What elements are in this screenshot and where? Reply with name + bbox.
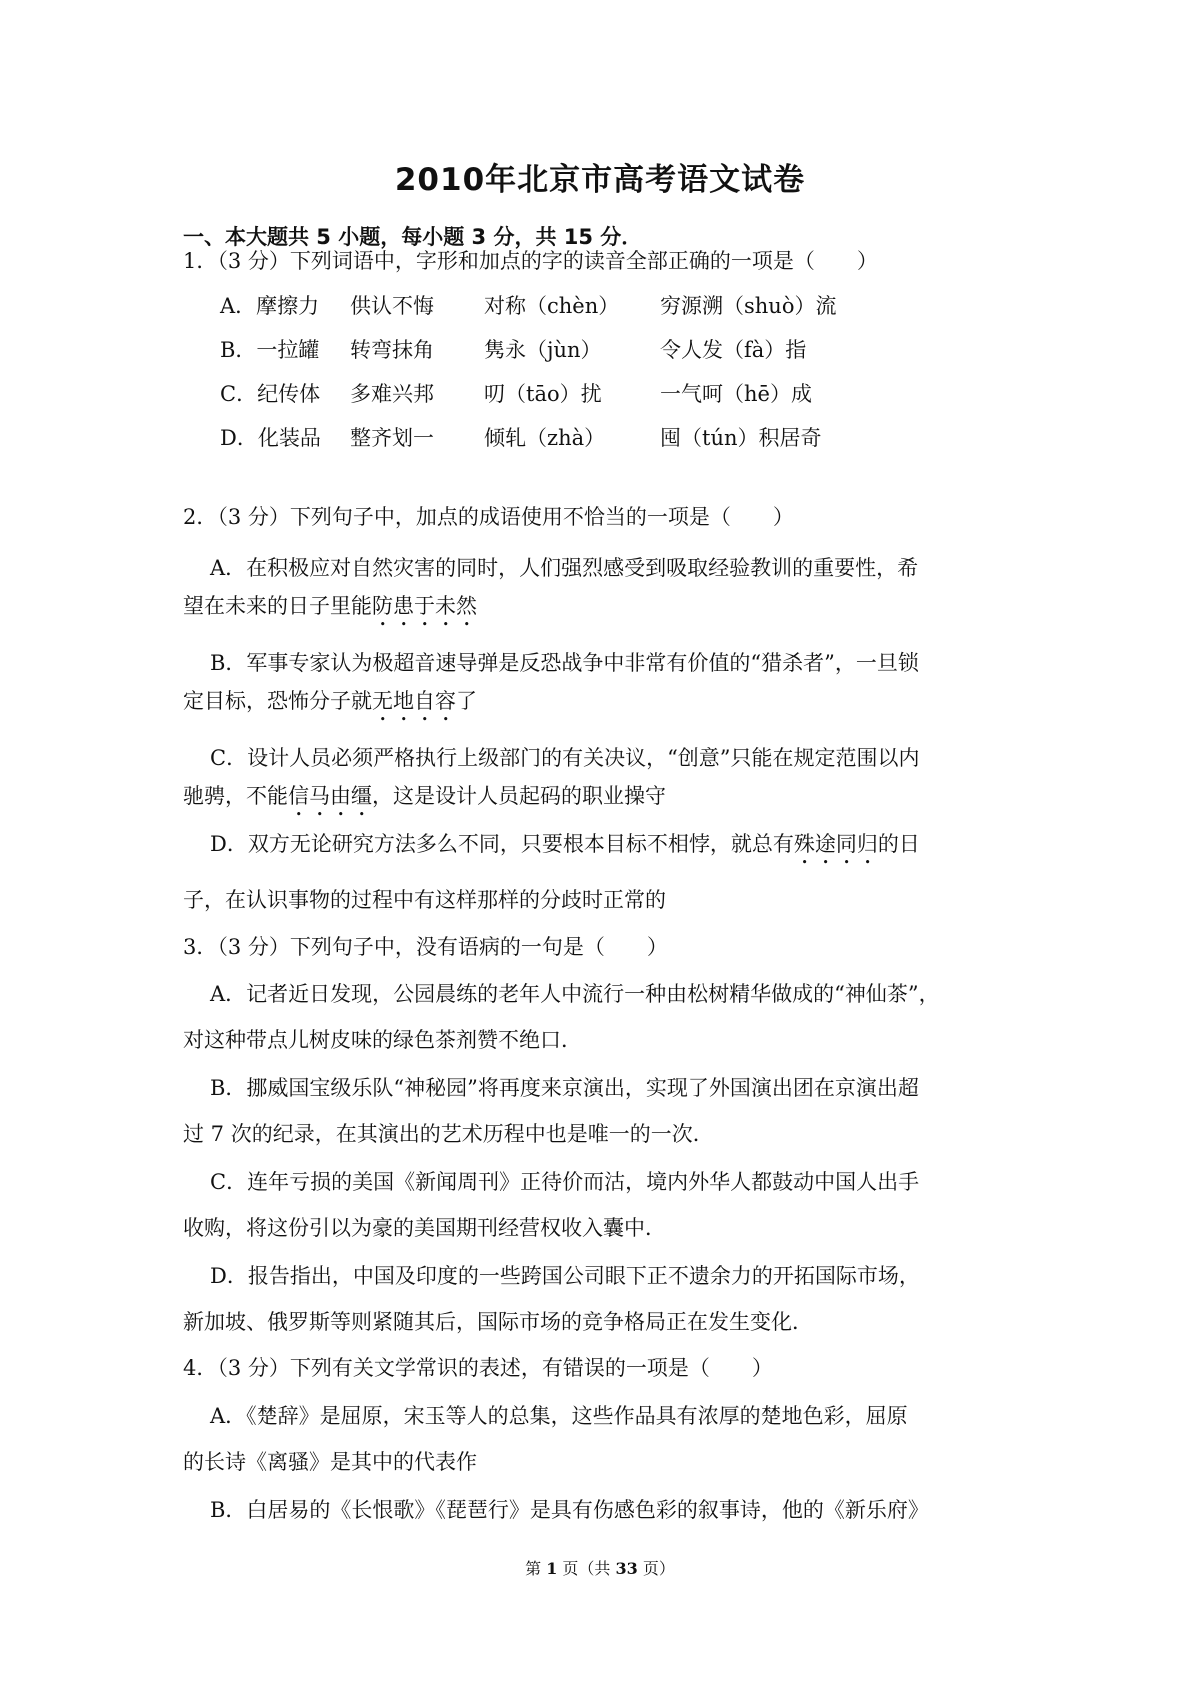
question-4-stem: 4．（3 分）下列有关文学常识的表述，有错误的一项是（ ） bbox=[183, 1356, 773, 1380]
option-d-word-1: D．化装品 bbox=[220, 426, 321, 450]
question-4-option-a-line-1: A．《楚辞》是屈原，宋玉等人的总集，这些作品具有浓厚的楚地色彩，屈原 bbox=[210, 1404, 908, 1428]
option-c-word-4: 一气呵（hē）成 bbox=[660, 382, 812, 406]
option-a-word-3: 对称（chèn） bbox=[484, 294, 620, 318]
question-3-stem: 3．（3 分）下列句子中，没有语病的一句是（ ） bbox=[183, 935, 668, 959]
question-3-option-d-line-1: D．报告指出，中国及印度的一些跨国公司眼下正不遗余力的开拓国际市场， bbox=[210, 1264, 920, 1288]
page-footer: 第 1 页（共 33 页） bbox=[525, 1559, 675, 1578]
current-page-number: 1 bbox=[546, 1559, 558, 1578]
option-b-word-3: 隽永（jùn） bbox=[484, 338, 602, 362]
option-c-word-2: 多难兴邦 bbox=[350, 382, 434, 406]
question-2-option-c-line-2: 驰骋，不能信马由缰，这是设计人员起码的职业操守 bbox=[183, 784, 666, 808]
question-2-option-b-line-2: 定目标，恐怖分子就无地自容了 bbox=[183, 689, 477, 713]
option-b-word-4: 令人发（fà）指 bbox=[660, 338, 807, 362]
option-c-word-1: C．纪传体 bbox=[220, 382, 321, 406]
question-2-option-b-line-1: B．军事专家认为极超音速导弹是反恐战争中非常有价值的“猎杀者”，一旦锁 bbox=[210, 651, 919, 675]
question-3-option-b-line-2: 过 7 次的纪录，在其演出的艺术历程中也是唯一的一次． bbox=[183, 1122, 714, 1146]
question-2-stem: 2．（3 分）下列句子中，加点的成语使用不恰当的一项是（ ） bbox=[183, 505, 794, 529]
option-a-word-4: 穷源溯（shuò）流 bbox=[660, 294, 837, 318]
option-d-word-2: 整齐划一 bbox=[350, 426, 434, 450]
question-4-option-a-line-2: 的长诗《离骚》是其中的代表作 bbox=[183, 1450, 477, 1474]
page-title: 2010年北京市高考语文试卷 bbox=[394, 162, 806, 198]
question-3-option-c-line-2: 收购，将这份引以为豪的美国期刊经营权收入囊中． bbox=[183, 1216, 666, 1240]
dotted-idiom-d: 殊途同归 bbox=[793, 832, 878, 856]
option-d-word-3: 倾轧（zhà） bbox=[484, 426, 606, 450]
question-3-option-a-line-2: 对这种带点儿树皮味的绿色茶剂赞不绝口． bbox=[183, 1028, 582, 1052]
option-a-word-1: A．摩擦力 bbox=[220, 294, 320, 318]
option-c-word-3: 叨（tāo）扰 bbox=[484, 382, 602, 406]
question-3-option-c-line-1: C．连年亏损的美国《新闻周刊》正待价而沽，境内外华人都鼓动中国人出手 bbox=[210, 1170, 920, 1194]
question-2-option-d-line-1: D．双方无论研究方法多么不同，只要根本目标不相悖，就总有殊途同归的日 bbox=[210, 832, 920, 856]
option-b-word-1: B．一拉罐 bbox=[220, 338, 320, 362]
dotted-idiom-a: 防患于未然 bbox=[372, 594, 477, 618]
option-a-word-2: 供认不悔 bbox=[350, 294, 434, 318]
question-1-stem: 1．（3 分）下列词语中，字形和加点的字的读音全部正确的一项是（ ） bbox=[183, 249, 878, 273]
question-3-option-b-line-1: B．挪威国宝级乐队“神秘园”将再度来京演出，实现了外国演出团在京演出超 bbox=[210, 1076, 919, 1100]
dotted-idiom-b: 无地自容 bbox=[372, 689, 456, 713]
question-4-option-b-line-1: B．白居易的《长恨歌》《琵琶行》是具有伤感色彩的叙事诗，他的《新乐府》 bbox=[210, 1498, 929, 1522]
question-2-option-d-line-2: 子，在认识事物的过程中有这样那样的分歧时正常的 bbox=[183, 888, 666, 912]
option-b-word-2: 转弯抹角 bbox=[350, 338, 434, 362]
section-heading: 一、本大题共 5 小题，每小题 3 分，共 15 分． bbox=[183, 225, 643, 249]
question-3-option-a-line-1: A．记者近日发现，公园晨练的老年人中流行一种由松树精华做成的“神仙茶”， bbox=[210, 982, 940, 1006]
question-2-option-a-line-1: A．在积极应对自然灾害的同时，人们强烈感受到吸取经验教训的重要性，希 bbox=[210, 556, 919, 580]
option-d-word-4: 囤（tún）积居奇 bbox=[660, 426, 822, 450]
question-2-option-a-line-2: 望在未来的日子里能防患于未然 bbox=[183, 594, 477, 618]
dotted-idiom-c: 信马由缰 bbox=[288, 784, 372, 808]
question-3-option-d-line-2: 新加坡、俄罗斯等则紧随其后，国际市场的竞争格局正在发生变化． bbox=[183, 1310, 813, 1334]
total-page-count: 33 bbox=[615, 1559, 638, 1578]
question-2-option-c-line-1: C．设计人员必须严格执行上级部门的有关决议，“创意”只能在规定范围以内 bbox=[210, 746, 920, 770]
